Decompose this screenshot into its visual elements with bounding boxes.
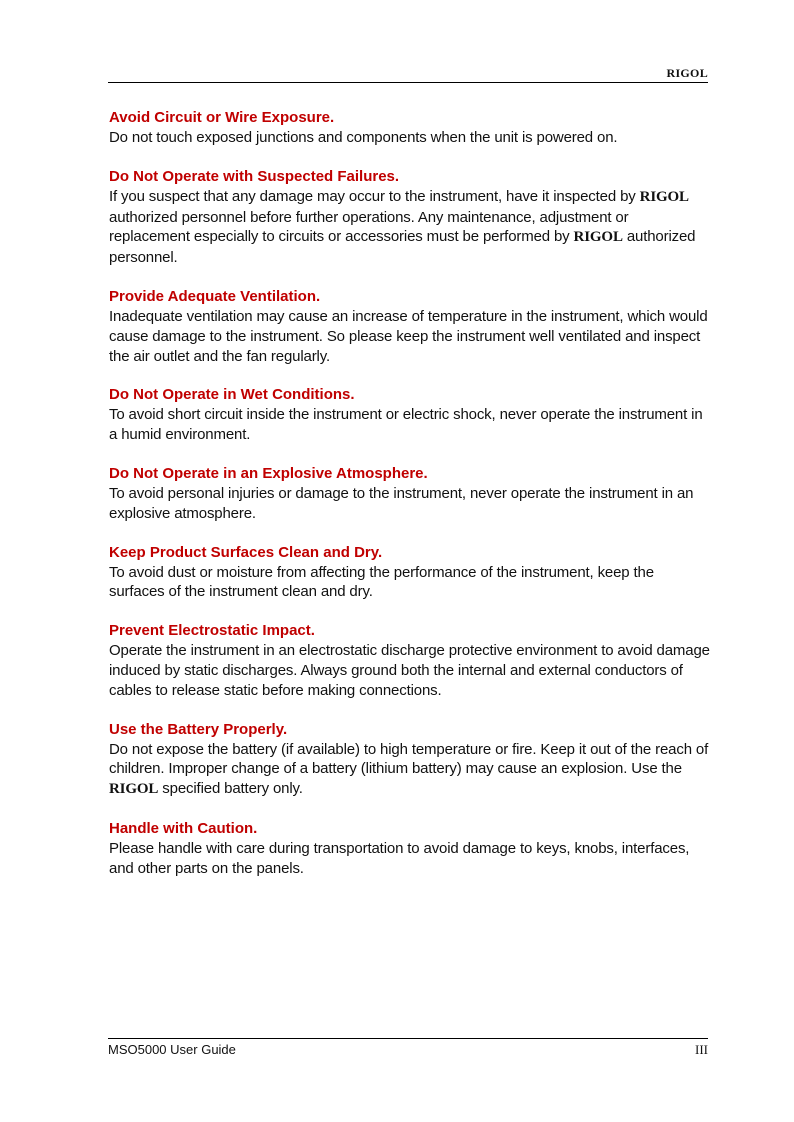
body-text: Please handle with care during transportation to avoid damage to keys, knobs, interfaces, and other parts on the panels. [109, 839, 690, 877]
section-body [109, 128, 711, 148]
section-body [109, 839, 711, 879]
safety-section [109, 543, 711, 603]
safety-content [109, 108, 711, 898]
body-text: authorized personnel. [109, 228, 696, 267]
section-body [109, 484, 711, 524]
section-title: Do Not Operate in an Explosive Atmosphere. [109, 464, 428, 482]
page-footer [108, 1038, 708, 1060]
section-title: Avoid Circuit or Wire Exposure. [109, 109, 335, 126]
safety-section [109, 108, 711, 148]
brand-name: RIGOL [573, 229, 623, 246]
footer-page-number: III [695, 1042, 708, 1057]
body-text: If you suspect that any damage may occur to the instrument, have it inspected by [109, 187, 640, 205]
footer-doc-title: MSO5000 User Guide [108, 1042, 236, 1057]
body-text: specified battery only. [158, 780, 303, 798]
safety-section [109, 464, 711, 524]
section-body [109, 563, 711, 603]
section-title: Provide Adequate Ventilation. [109, 287, 321, 305]
safety-section [109, 819, 711, 879]
section-body [109, 405, 711, 445]
body-text: Do not expose the battery (if available) to high temperature or fire. Keep it out of the reach of children. Improper change of a battery (lithium battery) may cause an explosion. Use the [109, 740, 709, 778]
body-text: To avoid short circuit inside the instrument or electric shock, never operate the instrument in a humid environment. [109, 406, 703, 444]
section-title: Keep Product Surfaces Clean and Dry. [109, 543, 383, 561]
section-body [109, 740, 711, 800]
brand-name: RIGOL [109, 781, 159, 798]
body-text: To avoid dust or moisture from affecting the performance of the instrument, keep the surfaces of the instrument clean and dry. [109, 563, 654, 601]
section-title: Do Not Operate with Suspected Failures. [109, 167, 400, 185]
section-body [109, 187, 711, 268]
brand-name: RIGOL [639, 188, 689, 205]
safety-section [109, 720, 711, 800]
safety-section [109, 287, 711, 366]
section-body [109, 641, 711, 700]
body-text: To avoid personal injuries or damage to the instrument, never operate the instrument in an explosive atmosphere. [109, 484, 694, 522]
body-text: Do not touch exposed junctions and components when the unit is powered on. [109, 129, 618, 146]
section-body [109, 307, 711, 366]
safety-section [109, 385, 711, 445]
section-title: Do Not Operate in Wet Conditions. [109, 386, 355, 404]
body-text: Operate the instrument in an electrostatic discharge protective environment to avoid damage induced by static discharges. Always ground both the internal and external conductors of cables to release static before making connections. [109, 642, 710, 699]
body-text: authorized personnel before further operations. Any maintenance, adjustment or replacement especially to circuits or accessories must be performed by [109, 208, 629, 246]
section-title: Prevent Electrostatic Impact. [109, 622, 315, 640]
header-brand: RIGOL [666, 66, 708, 80]
safety-section [109, 621, 711, 700]
safety-section [109, 167, 711, 268]
section-title: Handle with Caution. [109, 819, 258, 837]
page-header [108, 66, 708, 83]
section-title: Use the Battery Properly. [109, 720, 288, 738]
body-text: Inadequate ventilation may cause an increase of temperature in the instrument, which would cause damage to the instrument. So please keep the instrument well ventilated and inspect the air outlet and the fan regularly. [109, 307, 708, 365]
